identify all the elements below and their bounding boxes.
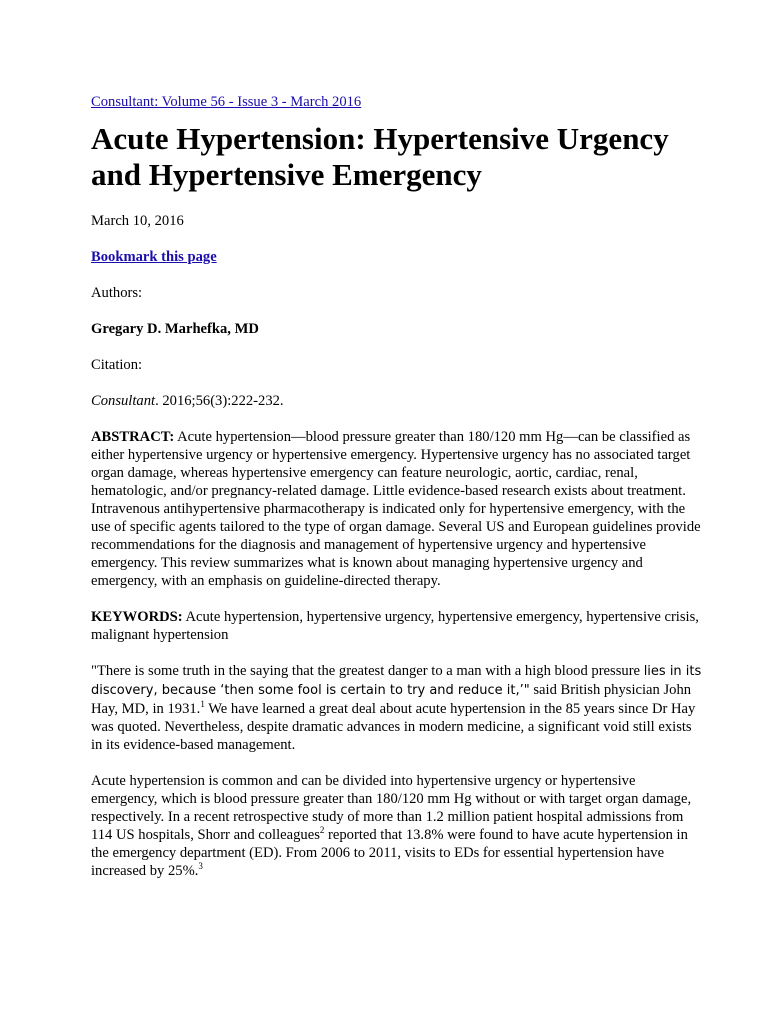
paragraph-2-rest: reported that 13.8% were found to have acute hypertension in the emergency department (ED). From 2006 to 2011, visits to EDs for essential hypertension have increased by 25%.	[91, 827, 688, 879]
citation-label: Citation:	[91, 357, 143, 373]
citation	[91, 392, 704, 410]
article-title: Acute Hypertension: Hypertensive Urgency and Hypertensive Emergency	[91, 121, 669, 192]
quote-attribution: said British physician John Hay, MD, in 1931.	[91, 682, 692, 717]
abstract-text: Acute hypertension—blood pressure greater than 180/120 mm Hg—can be classified as either hypertensive urgency or hypertensive emergency. Hypertensive urgency has no associated target organ damage, whereas hypertensive emergency can feature neurologic, aortic, cardiac, renal, hematologic, and/or pregnancy-related damage. Little evidence-based research exists about treatment. Intravenous antihypertensive pharmacotherapy is indicated only for hypertensive emergency, with the use of specific agents tailored to the type of organ damage. Several US and European guidelines provide recommendations for the diagnosis and management of hypertensive urgency and hypertensive emergency. This review summarizes what is known about managing hypertensive urgency and emergency, with an emphasis on guideline-directed therapy.	[91, 429, 701, 589]
keywords-paragraph	[91, 608, 704, 644]
bookmark-row	[91, 248, 704, 266]
abstract-label: ABSTRACT:	[91, 429, 175, 445]
publish-date: March 10, 2016	[91, 213, 184, 229]
reference-2: 2	[319, 825, 325, 836]
keywords-text: Acute hypertension, hypertensive urgency, hypertensive emergency, hypertensive crisis, malignant hypertension	[91, 609, 699, 643]
body-paragraph-1	[91, 662, 704, 754]
authors-label: Authors:	[91, 285, 143, 301]
author-name: Gregary D. Marhefka, MD	[91, 321, 259, 337]
body-paragraph-2	[91, 772, 704, 880]
paragraph-2-start: Acute hypertension is common and can be divided into hypertensive urgency or hypertensive emergency, which is blood pressure greater than 180/120 mm Hg without or with target organ damage, respectively. In a recent retrospective study of more than 1.2 million patient hospital admissions from 114 US hospitals, Shorr and colleagues	[91, 773, 692, 843]
quote-start: "There is some truth in the saying that the greatest danger to a man with a high blood pressure	[91, 663, 644, 679]
citation-details: . 2016;56(3):222-232.	[155, 393, 284, 409]
reference-1: 1	[200, 699, 205, 710]
keywords-label: KEYWORDS:	[91, 609, 183, 625]
citation-journal: Consultant	[91, 393, 156, 409]
abstract-paragraph	[91, 428, 704, 590]
bookmark-link[interactable]: Bookmark this page	[91, 249, 217, 265]
reference-3: 3	[198, 861, 203, 872]
paragraph-1-rest: We have learned a great deal about acute hypertension in the 85 years since Dr Hay was quoted. Nevertheless, despite dramatic advances in modern medicine, a significant void still exists in its evidence-based management.	[91, 701, 696, 753]
quote-middle: lies in its discovery, because ‘then some fool is certain to try and reduce it,’"	[91, 664, 702, 698]
issue-link[interactable]: Consultant: Volume 56 - Issue 3 - March 2016	[91, 94, 362, 110]
